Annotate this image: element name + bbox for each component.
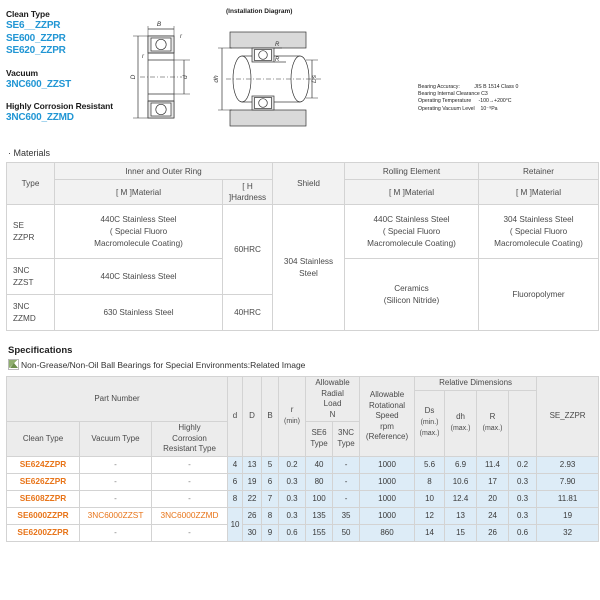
spec-col-allowable-radial-load: Allowable Radial Load N	[306, 377, 360, 422]
group-label-highly-corrosion-resistant: Highly Corrosion Resistant	[6, 101, 113, 111]
spec-cell-R-2: 20	[477, 490, 509, 507]
group-label-vacuum: Vacuum	[6, 67, 38, 78]
specifications-table	[6, 376, 599, 542]
specifications-heading: Specifications	[8, 345, 73, 356]
spec-cell-D-0: 13	[243, 456, 262, 473]
spec-cell-rpm-3: 1000	[360, 507, 415, 524]
spec-col-r: r (min)	[279, 377, 306, 457]
header-block	[6, 6, 596, 138]
materials-cell-retainer-0: 304 Stainless Steel ( Special Fluoro Macromolecule Coating)	[479, 205, 599, 259]
spec-note-vacuum-label: Operating Vacuum Level	[418, 105, 475, 112]
spec-cell-clean-3[interactable]: SE6000ZZPR	[7, 507, 80, 524]
spec-cell-clean-2[interactable]: SE608ZZPR	[7, 490, 80, 507]
spec-cell-rpm-1: 1000	[360, 473, 415, 490]
materials-col-retainer-material: [ M ]Material	[479, 180, 599, 205]
materials-col-rolling-element: Rolling Element	[345, 163, 479, 180]
spec-cell-dh-1: 10.6	[445, 473, 477, 490]
dim-label-d: d	[182, 75, 189, 79]
dim-label-Ds: Ds	[311, 75, 318, 83]
spec-cell-B-4: 9	[262, 524, 279, 541]
spec-note-vacuum-value: 10⁻⁹Pa	[480, 105, 498, 112]
spec-cell-r-3: 0.3	[279, 507, 306, 524]
spec-cell-ds-3: 12	[415, 507, 445, 524]
spec-cell-rpm-4: 860	[360, 524, 415, 541]
spec-note-accuracy-value: JIS B 1514 Class 0	[474, 84, 519, 90]
materials-table-head	[7, 163, 599, 205]
spec-col-dh: dh (max.)	[445, 390, 477, 456]
specifications-table-body	[7, 456, 599, 541]
spec-cell-sezzpr-4: 32	[537, 524, 599, 541]
spec-cell-load-se6-3: 135	[306, 507, 333, 524]
spec-col-relative-dimensions: Relative Dimensions	[415, 377, 537, 391]
spec-cell-rmax-1: 0.3	[509, 473, 537, 490]
spacer-3	[6, 331, 596, 345]
spec-col-D: D	[243, 377, 262, 457]
materials-cell-rolling-1: Ceramics (Silicon Nitride)	[345, 259, 479, 331]
spec-cell-hcr-1: -	[152, 473, 228, 490]
spec-cell-R-1: 17	[477, 473, 509, 490]
dim-label-r-top: r	[180, 34, 182, 40]
spec-col-R: R (max.)	[477, 390, 509, 456]
spec-cell-ds-2: 10	[415, 490, 445, 507]
materials-cell-ring-material-2: 630 Stainless Steel	[55, 295, 223, 331]
spec-cell-B-3: 8	[262, 507, 279, 524]
spec-cell-load-se6-4: 155	[306, 524, 333, 541]
materials-col-ring-hardness: [ H ]Hardness	[223, 180, 273, 205]
dim-label-dh: dh	[213, 75, 220, 83]
spec-cell-d-1: 6	[228, 473, 243, 490]
spec-cell-d-0: 4	[228, 456, 243, 473]
group-label-clean-type: Clean Type	[6, 9, 50, 19]
materials-col-retainer: Retainer	[479, 163, 599, 180]
spec-cell-B-0: 5	[262, 456, 279, 473]
broken-image-icon	[8, 359, 19, 370]
spec-cell-rmax-0: 0.2	[509, 456, 537, 473]
table-row[interactable]	[7, 490, 599, 507]
materials-section-label: · Materials	[8, 148, 51, 158]
spec-cell-sezzpr-2: 11.81	[537, 490, 599, 507]
spec-cell-dh-4: 15	[445, 524, 477, 541]
spec-cell-hcr-4: -	[152, 524, 228, 541]
spec-col-B: B	[262, 377, 279, 457]
spec-cell-vacuum-3[interactable]: 3NC6000ZZST	[80, 507, 152, 524]
table-row[interactable]	[7, 473, 599, 490]
spec-cell-rpm-2: 1000	[360, 490, 415, 507]
spacer-1	[6, 58, 118, 67]
spec-cell-sezzpr-1: 7.90	[537, 473, 599, 490]
spec-cell-D-4: 30	[243, 524, 262, 541]
spec-col-allowable-rotational-speed: Allowable Rotational Speed rpm (Reference)	[360, 377, 415, 457]
spec-cell-R-3: 24	[477, 507, 509, 524]
spec-note-temperature	[418, 98, 518, 105]
materials-cell-ring-material-0: 440C Stainless Steel ( Special Fluoro Macromolecule Coating)	[55, 205, 223, 259]
spec-note-vacuum	[418, 106, 518, 113]
materials-cell-retainer-1: Fluoropolymer	[479, 259, 599, 331]
spec-cell-sezzpr-0: 2.93	[537, 456, 599, 473]
spec-cell-load-3nc-0: -	[333, 456, 360, 473]
spec-cell-load-3nc-3: 35	[333, 507, 360, 524]
spec-col-vacuum-type: Vacuum Type	[80, 422, 152, 457]
spec-head-row-1	[7, 377, 599, 391]
materials-head-row-1	[7, 163, 599, 180]
group-code-se6-zzpr: SE6__ZZPR	[6, 20, 61, 31]
materials-col-ring-material: [ M ]Material	[55, 180, 223, 205]
spec-cell-dh-0: 6.9	[445, 456, 477, 473]
spec-cell-load-3nc-4: 50	[333, 524, 360, 541]
materials-col-type: Type	[7, 163, 55, 205]
installation-diagram-block	[204, 6, 596, 134]
spec-cell-load-se6-1: 80	[306, 473, 333, 490]
spec-cell-vacuum-4: -	[80, 524, 152, 541]
materials-cell-hardness-2: 40HRC	[223, 295, 273, 331]
spec-cell-d-3: 10	[228, 507, 243, 541]
spec-cell-R-0: 11.4	[477, 456, 509, 473]
spec-col-ds: Ds (min.) (max.)	[415, 390, 445, 456]
spec-note-temperature-value: -100→+200°C	[478, 98, 512, 105]
spec-cell-R-4: 26	[477, 524, 509, 541]
spec-cell-r-2: 0.3	[279, 490, 306, 507]
spec-note-accuracy-label: Bearing Accuracy:	[418, 84, 460, 90]
spec-col-part-number: Part Number	[7, 377, 228, 422]
spec-note-clearance	[418, 91, 518, 98]
materials-table	[6, 162, 599, 331]
materials-row-type-3nc-zzst: 3NC ZZST	[7, 259, 55, 295]
spec-cell-clean-4[interactable]: SE6200ZZPR	[7, 524, 80, 541]
group-code-3nc600-zzmd: 3NC600_ZZMD	[6, 112, 74, 123]
spacer-2	[6, 91, 118, 100]
related-image-alt-row	[8, 359, 596, 370]
specifications-table-head	[7, 377, 599, 457]
spec-cell-clean-1[interactable]: SE626ZZPR	[7, 473, 80, 490]
spec-cell-load-se6-0: 40	[306, 456, 333, 473]
spec-cell-r-4: 0.6	[279, 524, 306, 541]
group-code-3nc600-zzst: 3NC600_ZZST	[6, 78, 72, 90]
spec-cell-D-1: 19	[243, 473, 262, 490]
spec-cell-vacuum-2: -	[80, 490, 152, 507]
spec-cell-hcr-0: -	[152, 456, 228, 473]
spec-cell-hcr-2: -	[152, 490, 228, 507]
spec-col-d: d	[228, 377, 243, 457]
materials-col-inner-outer-ring: Inner and Outer Ring	[55, 163, 273, 180]
spec-cell-r-1: 0.3	[279, 473, 306, 490]
spec-col-R2	[509, 390, 537, 456]
materials-col-shield: Shield	[273, 163, 345, 205]
spec-cell-ds-0: 5.6	[415, 456, 445, 473]
spec-cell-rmax-2: 0.3	[509, 490, 537, 507]
materials-cell-ring-material-1: 440C Stainless Steel	[55, 259, 223, 295]
materials-row-type-se-zzpr: SE ZZPR	[7, 205, 55, 259]
spec-col-se-zzpr: SE_ZZPR	[537, 377, 599, 457]
spec-cell-vacuum-0: -	[80, 456, 152, 473]
materials-cell-hardness-0: 60HRC	[223, 205, 273, 295]
dim-label-B: B	[156, 21, 162, 28]
spec-note-temperature-label: Operating Temperature	[418, 98, 472, 105]
group-code-se620-zzpr: SE620_ZZPR	[6, 45, 66, 56]
bearing-spec-notes	[418, 84, 518, 113]
related-image-alt-text: Non-Grease/Non-Oil Ball Bearings for Special Environments:Related Image	[21, 359, 306, 370]
installation-diagram-title: (Installation Diagram)	[226, 8, 293, 15]
spec-cell-d-2: 8	[228, 490, 243, 507]
group-code-se600-zzpr: SE600_ZZPR	[6, 32, 66, 44]
materials-cell-shield-0: 304 Stainless Steel	[273, 205, 345, 331]
dim-label-r-left: r	[142, 54, 144, 60]
spec-cell-B-2: 7	[262, 490, 279, 507]
spec-cell-hcr-3[interactable]: 3NC6000ZZMD	[152, 507, 228, 524]
table-row[interactable]	[7, 456, 599, 473]
bearing-cross-section-drawing	[118, 6, 204, 134]
spec-cell-sezzpr-3: 19	[537, 507, 599, 524]
spec-col-clean-type: Clean Type	[7, 422, 80, 457]
spec-cell-D-3: 26	[243, 507, 262, 524]
spec-cell-rmax-3: 0.3	[509, 507, 537, 524]
spec-col-highly-corrosion-resistant-type: Highly Corrosion Resistant Type	[152, 422, 228, 457]
spec-cell-load-3nc-2: -	[333, 490, 360, 507]
spec-cell-rpm-0: 1000	[360, 456, 415, 473]
spec-cell-B-1: 6	[262, 473, 279, 490]
spec-note-accuracy	[418, 84, 518, 91]
spec-cell-r-0: 0.2	[279, 456, 306, 473]
spec-cell-ds-4: 14	[415, 524, 445, 541]
spec-cell-dh-3: 13	[445, 507, 477, 524]
product-title-column	[6, 6, 118, 125]
materials-cell-rolling-0: 440C Stainless Steel ( Special Fluoro Macromolecule Coating)	[345, 205, 479, 259]
spec-cell-ds-1: 8	[415, 473, 445, 490]
bearing-section-svg	[118, 16, 204, 134]
spec-note-clearance-label: Bearing Internal Clearance C3	[418, 91, 488, 98]
spec-cell-D-2: 22	[243, 490, 262, 507]
table-row	[7, 205, 599, 259]
dim-label-R-top: R	[275, 42, 280, 48]
spec-cell-vacuum-1: -	[80, 473, 152, 490]
materials-col-rolling-material: [ M ]Material	[345, 180, 479, 205]
table-row[interactable]	[7, 524, 599, 541]
table-row[interactable]	[7, 507, 599, 524]
dim-label-R-mid: R	[275, 57, 280, 63]
installation-diagram-svg	[212, 18, 402, 138]
materials-row-type-3nc-zzmd: 3NC ZZMD	[7, 295, 55, 331]
spec-cell-clean-0[interactable]: SE624ZZPR	[7, 456, 80, 473]
spec-cell-rmax-4: 0.6	[509, 524, 537, 541]
materials-table-body	[7, 205, 599, 331]
spec-cell-load-se6-2: 100	[306, 490, 333, 507]
spec-col-se6-type: SE6 Type	[306, 422, 333, 457]
spec-cell-load-3nc-1: -	[333, 473, 360, 490]
spec-cell-dh-2: 12.4	[445, 490, 477, 507]
dim-label-D: D	[130, 74, 137, 80]
spec-col-3nc-type: 3NC Type	[333, 422, 360, 457]
